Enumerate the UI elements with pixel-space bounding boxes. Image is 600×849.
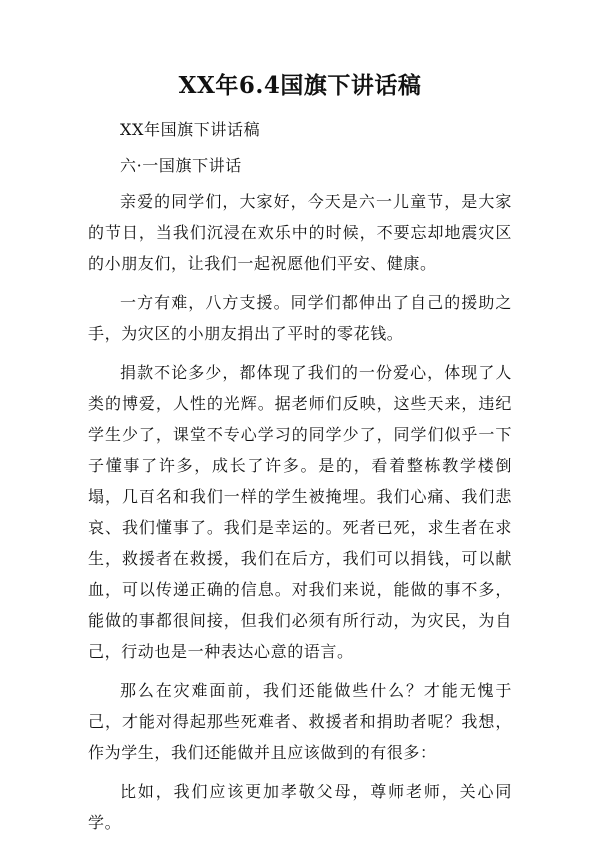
paragraph-subtitle-1: XX年国旗下讲话稿 (120, 120, 261, 139)
document-title: XX年6.4国旗下讲话稿 (178, 72, 422, 99)
paragraph-question: 那么在灾难面前，我们还能做些什么？才能无愧于己，才能对得起那些死难者、救援者和捐助者呢？我想，作为学生，我们还能做并且应该做到的有很多： (88, 681, 512, 762)
paragraph-support: 一方有难，八方支援。同学们都伸出了自己的援助之手，为灾区的小朋友捐出了平时的零花钱。 (88, 293, 512, 343)
paragraph-donation: 捐款不论多少，都体现了我们的一份爱心，体现了人类的博爱，人性的光辉。据老师们反映，这些天来，违纪学生少了，课堂不专心学习的同学少了，同学们似乎一下子懂事了许多，成长了许多。是的，看着整栋教学楼倒塌，几百名和我们一样的学生被掩埋。我们心痛、我们悲哀、我们懂事了。我们是幸运的。死者已死，求生者在求生，救援者在救援，我们在后方，我们可以捐钱，可以献血，可以传递正确的信息。对我们来说，能做的事不多，能做的事都很间接，但我们必须有所行动，为灾民，为自己，行动也是一种表达心意的语言。 (88, 363, 512, 661)
paragraph-greeting: 亲爱的同学们，大家好，今天是六一儿童节，是大家的节日，当我们沉浸在欢乐中的时候，不要忘却地震灾区的小朋友们，让我们一起祝愿他们平安、健康。 (88, 192, 512, 273)
paragraph-subtitle-2: 六·一国旗下讲话 (120, 156, 242, 175)
paragraph-example: 比如，我们应该更加孝敬父母，尊师老师，关心同学。 (88, 782, 512, 832)
